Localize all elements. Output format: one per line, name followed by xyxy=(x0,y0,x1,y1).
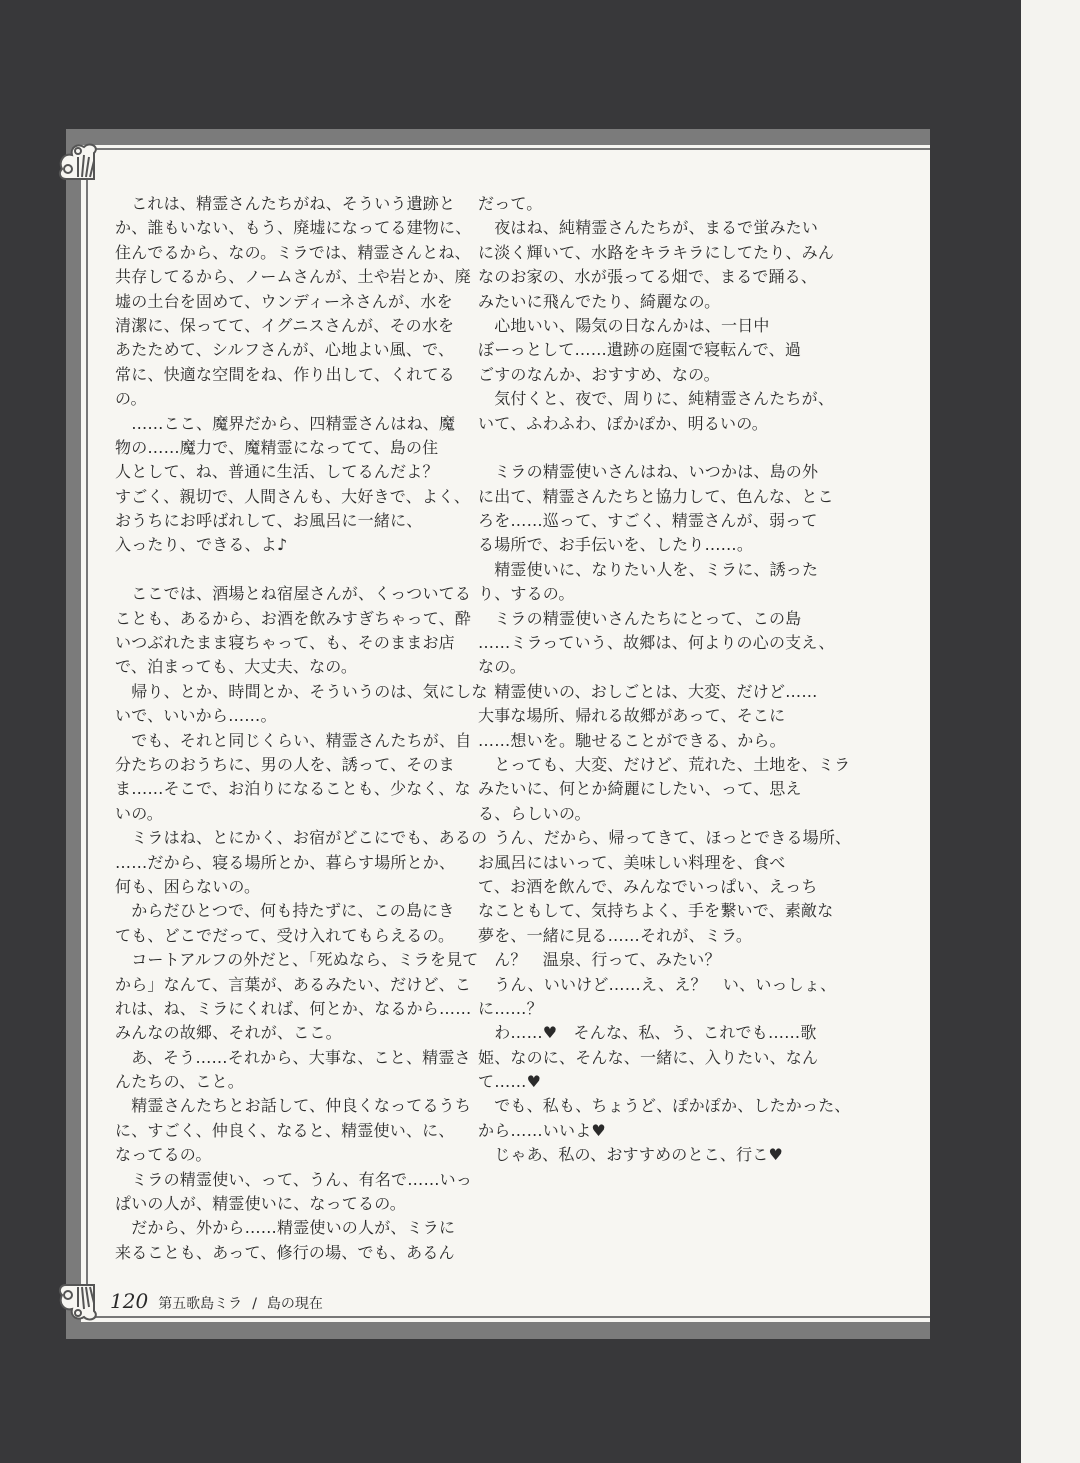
text-line: 大事な場所、帰れる故郷があって、そこに xyxy=(478,706,786,726)
text-line: ……ミラっていう、故郷は、何よりの心の支え、 xyxy=(478,633,835,653)
text-line: 気付くと、夜で、周りに、純精霊さんたちが、 xyxy=(478,389,835,409)
text-line: 入ったり、できる、よ♪ xyxy=(115,535,288,555)
book-page xyxy=(66,129,930,1339)
section-title: 島の現在 xyxy=(266,1296,323,1312)
text-line: の。 xyxy=(115,389,147,409)
text-line: ま……そこで、お泊りになることも、少なく、な xyxy=(115,779,471,799)
text-line: とっても、大変、だけど、荒れた、土地を、ミラ xyxy=(478,754,851,774)
text-line: 精霊使いに、なりたい人を、ミラに、誘った xyxy=(478,559,819,579)
text-line: なのお家の、水が張ってる畑で、まるで踊る、 xyxy=(478,267,818,287)
text-line: 来ることも、あって、修行の場、でも、あるん xyxy=(115,1242,455,1262)
frame-band-left xyxy=(66,129,81,1339)
page-number: 120 xyxy=(110,1289,149,1313)
text-line xyxy=(478,436,818,460)
text-line: ミラはね、とにかく、お宿がどこにでも、あるの xyxy=(115,828,488,848)
text-line: る、らしいの。 xyxy=(478,803,591,823)
text-line: みたいに、何とか綺麗にしたい、って、思え xyxy=(478,779,802,799)
text-line: でも、私も、ちょうど、ぽかぽか、したかった、 xyxy=(478,1096,851,1116)
text-line: 精霊さんたちとお話して、仲良くなってるうち xyxy=(115,1096,472,1116)
text-line: 何も、困らないの。 xyxy=(115,876,261,896)
text-line: ……想いを。馳せることができる、から。 xyxy=(478,730,786,750)
text-line: うん、いいけど……え、え？ い、いっしょ、 xyxy=(478,974,837,994)
text-line: 清潔に、保ってて、イグニスさんが、その水を xyxy=(115,315,455,335)
text-line xyxy=(115,558,455,582)
text-line: ここでは、酒場とね宿屋さんが、くっついてる xyxy=(115,584,472,604)
text-line: 姫、なのに、そんな、一緒に、入りたい、なん xyxy=(478,1047,819,1067)
text-line: なこともして、気持ちよく、手を繋いで、素敵な xyxy=(478,901,834,921)
text-line: 夜はね、純精霊さんたちが、まるで蛍みたい xyxy=(478,218,819,238)
text-line: ろを……巡って、すごく、精霊さんが、弱って xyxy=(478,511,818,531)
text-line: んたちの、こと。 xyxy=(115,1072,244,1092)
text-line: から……いいよ♥ xyxy=(478,1120,606,1140)
text-line: 常に、快適な空間をね、作り出して、くれてる xyxy=(115,364,455,384)
page-footer xyxy=(110,1289,323,1313)
text-line: コートアルフの外だと、「死ぬなら、ミラを見て xyxy=(115,950,479,970)
text-line: いで、いいから……。 xyxy=(115,706,277,726)
corner-ornament-icon xyxy=(56,1281,102,1325)
text-line: おうちにお呼ばれして、お風呂に一緒に、 xyxy=(115,511,423,531)
text-line: 分たちのおうちに、男の人を、誘って、そのま xyxy=(115,754,455,774)
text-line: か、誰もいない、もう、廃墟になってる建物に、 xyxy=(115,218,472,238)
text-column-left xyxy=(115,192,488,1265)
chapter-title: 第五歌島ミラ xyxy=(158,1296,243,1312)
text-line: に、すごく、仲良く、なると、精霊使い、に、 xyxy=(115,1120,455,1140)
text-line: 心地いい、陽気の日なんかは、一日中 xyxy=(478,315,770,335)
text-line: これは、精霊さんたちがね、そういう遺跡と xyxy=(115,194,456,213)
text-line: 墟の土台を固めて、ウンディーネさんが、水を xyxy=(115,291,453,311)
text-line: 共存してるから、ノームさんが、土や岩とか、廃 xyxy=(115,267,471,287)
text-line: だから、外から……精霊使いの人が、ミラに xyxy=(115,1218,456,1238)
text-line: だって。 xyxy=(478,194,543,213)
text-line: ごすのなんか、おすすめ、なの。 xyxy=(478,364,720,384)
frame-line-top xyxy=(86,148,930,150)
text-column-right xyxy=(478,192,852,1168)
text-line: ん？ 温泉、行って、みたい？ xyxy=(478,950,721,970)
text-line: ……だから、寝る場所とか、暮らす場所とか、 xyxy=(115,852,456,872)
text-line: みんなの故郷、それが、ここ。 xyxy=(115,1023,342,1043)
text-line: からだひとつで、何も持たずに、この島にき xyxy=(115,901,455,921)
text-line: に……？ xyxy=(478,998,543,1018)
text-line: お風呂にはいって、美味しい料理を、食べ xyxy=(478,852,786,872)
text-line: じゃあ、私の、おすすめのとこ、行こ♥ xyxy=(478,1145,784,1165)
text-line: いの。 xyxy=(115,803,163,823)
text-line: り、するの。 xyxy=(478,584,575,604)
text-line: ても、どこでだって、受け入れてもらえるの。 xyxy=(115,925,455,945)
text-line: ミラの精霊使い、って、うん、有名で……いっ xyxy=(115,1169,473,1189)
text-line: ことも、あるから、お酒を飲みすぎちゃって、酔 xyxy=(115,608,472,628)
text-line: 精霊使いの、おしごとは、大変、だけど…… xyxy=(478,681,818,701)
text-line: なってるの。 xyxy=(115,1145,212,1165)
text-line: でも、それと同じくらい、精霊さんたちが、自 xyxy=(115,730,472,750)
text-line: に出て、精霊さんたちと協力して、色んな、とこ xyxy=(478,486,834,506)
text-line: ミラの精霊使いさんたちにとって、この島 xyxy=(478,608,802,628)
footer-separator: / xyxy=(252,1296,257,1312)
text-line: 夢を、一緒に見る……それが、ミラ。 xyxy=(478,925,753,945)
text-line: ミラの精霊使いさんはね、いつかは、島の外 xyxy=(478,462,819,482)
text-line: ぼーっとして……遺跡の庭園で寝転んで、過 xyxy=(478,340,802,360)
text-line: いて、ふわふわ、ぽかぽか、明るいの。 xyxy=(478,413,769,433)
text-line: あ、そう……それから、大事な、こと、精霊さ xyxy=(115,1047,471,1067)
text-line: うん、だから、帰ってきて、ほっとできる場所、 xyxy=(478,828,852,848)
text-line: なの。 xyxy=(478,657,526,677)
text-line: で、泊まっても、大丈夫、なの。 xyxy=(115,657,358,677)
text-line: あたためて、シルフさんが、心地よい風、で、 xyxy=(115,340,455,360)
text-line: から」なんて、言葉が、あるみたい、だけど、こ xyxy=(115,974,472,994)
text-line: て、お酒を飲んで、みんなでいっぱい、えっち xyxy=(478,876,818,896)
text-line: 帰り、とか、時間とか、そういうのは、気にしな xyxy=(115,681,488,701)
text-line: 物の……魔力で、魔精霊になってて、島の住 xyxy=(115,437,439,457)
text-line: ……ここ、魔界だから、四精霊さんはね、魔 xyxy=(115,413,456,433)
text-line: て……♥ xyxy=(478,1072,542,1092)
text-line: すごく、親切で、人間さんも、大好きで、よく、 xyxy=(115,486,471,506)
text-line: 人として、ね、普通に生活、してるんだよ？ xyxy=(115,462,439,482)
text-line: いつぶれたまま寝ちゃって、も、そのままお店 xyxy=(115,633,455,653)
text-line: に淡く輝いて、水路をキラキラにしてたり、みん xyxy=(478,242,835,262)
frame-line-bottom xyxy=(86,1316,930,1318)
text-line: 住んでるから、なの。ミラでは、精霊さんとね、 xyxy=(115,242,471,262)
text-line: れは、ね、ミラにくれば、何とか、なるから…… xyxy=(115,998,472,1018)
text-line: みたいに飛んでたり、綺麗なの。 xyxy=(478,291,721,311)
frame-band-top xyxy=(66,129,930,145)
text-line: ぱいの人が、精霊使いに、なってるの。 xyxy=(115,1194,406,1214)
frame-band-bottom xyxy=(66,1322,930,1339)
text-line: る場所で、お手伝いを、したり……。 xyxy=(478,535,754,555)
corner-ornament-icon xyxy=(56,139,102,183)
frame-line-left xyxy=(86,148,88,1318)
text-line: わ……♥ そんな、私、う、これでも……歌 xyxy=(478,1023,817,1043)
